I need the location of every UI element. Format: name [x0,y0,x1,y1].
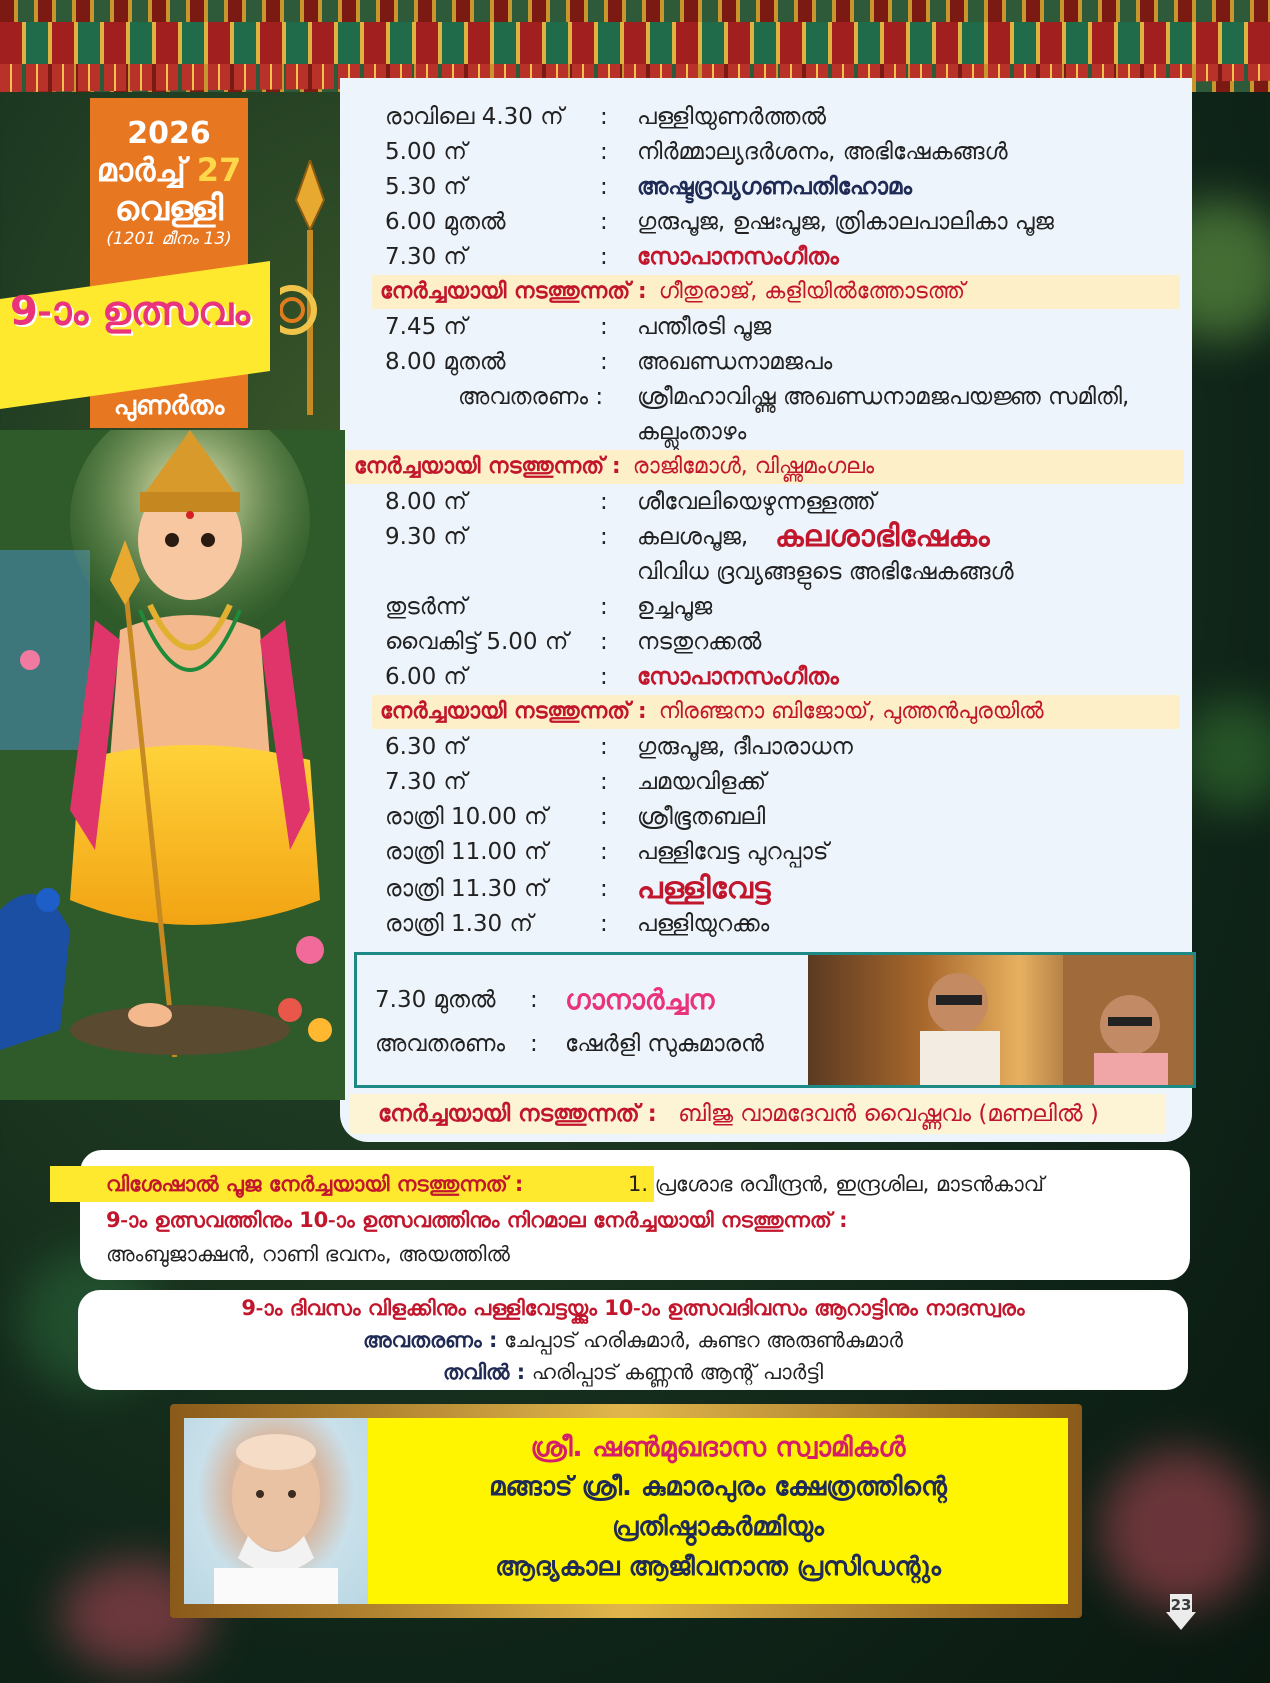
founder-portrait [184,1418,368,1604]
performers-photo [808,955,1193,1085]
special-pooja-label: വിശേഷാൽ പൂജ നേർച്ചയായി നടത്തുന്നത് : [50,1166,654,1202]
schedule-time: 7.30 ന് [385,769,467,795]
performance-box [354,952,1196,1088]
kalasha-detail: വിവിധ ദ്രവ്യങ്ങളുടെ അഭിഷേകങ്ങൾ [637,559,1014,585]
schedule-time: രാവിലെ 4.30 ന് [385,104,564,130]
schedule-time: 7.45 ന് [385,314,467,340]
schedule-event: ഗുരുപൂജ, ദീപാരാധന [637,734,853,760]
schedule-time: രാത്രി 10.00 ന് [385,804,548,830]
schedule-colon: : [600,244,608,270]
performance-sponsor: നേർച്ചയായി നടത്തുന്നത് : ബിജു വാമദേവൻ വൈഷ്ണവം (മണലിൽ ) [350,1094,1166,1134]
performance-time-row: 7.30 മുതൽ : ഗാനാർച്ചന [375,983,715,1016]
schedule-colon: : [600,104,608,130]
founder-box [170,1404,1082,1618]
nadaswaram-title: 9-ാം ദിവസം വിളക്കിനും പള്ളിവേട്ടയ്ക്കും 10-ാം ഉത്സവദിവസം ആറാട്ടിനും നാദസ്വരം [241,1296,1025,1320]
schedule-colon: : [600,804,608,830]
schedule-colon: : [600,876,608,902]
schedule-time: 7.30 ന് [385,244,467,270]
schedule-time: തുടർന്ന് [385,594,467,620]
schedule-event-highlight: കലശാഭിഷേകം [775,519,990,554]
schedule-colon: : [600,349,608,375]
schedule-event: കലശപൂജ, [637,524,749,550]
schedule-colon: : [600,314,608,340]
schedule-colon: : [600,911,608,937]
founder-line2: മങ്ങാട് ശ്രീ. കുമാരപുരം ക്ഷേത്രത്തിന്റെ [489,1472,947,1502]
niramala-sponsor: അംബുജാക്ഷൻ, റാണി ഭവനം, അയത്തിൽ [106,1242,510,1266]
schedule-time: 5.00 ന് [385,139,467,165]
founder-name: ശ്രീ. ഷൺമുഖദാസ സ്വാമികൾ [530,1432,906,1463]
schedule-colon: : [600,594,608,620]
schedule-time: 5.30 ന് [385,174,467,200]
schedule-time: 6.30 ന് [385,734,467,760]
festival-day-banner: 9-ാം ഉത്സവം [0,261,270,409]
schedule-event: ഉച്ചപൂജ [637,594,713,620]
schedule-event: ശീവേലിയെഴുന്നള്ളത്ത് [637,489,876,515]
schedule-time: 9.30 ന് [385,524,467,550]
schedule-colon: : [600,664,608,690]
schedule-colon: : [600,769,608,795]
schedule-event: പള്ളിയുറക്കം [637,911,770,937]
schedule-event: അഷ്ടദ്രവ്യഗണപതിഹോമം [637,174,913,200]
schedule-time: 6.00 ന് [385,664,467,690]
sponsor-strip: നേർച്ചയായി നടത്തുന്നത് : രാജിമോൾ, വിഷ്ണുമംഗലം [346,450,1184,484]
nadaswaram-presenters: അവതരണം : ചേപ്പാട് ഹരികുമാർ, കുണ്ടറ അരുൺകുമാർ [362,1328,903,1352]
schedule-colon: : [600,489,608,515]
thavil-line: തവിൽ : ഹരിപ്പാട് കണ്ണൻ ആന്റ് പാർട്ടി [442,1360,824,1384]
schedule-time: 6.00 മുതൽ [385,209,506,235]
sponsor-strip: നേർച്ചയായി നടത്തുന്നത് : നിരഞ്ജനാ ബിജോയ്, പുത്തൻപുരയിൽ [372,695,1180,729]
schedule-colon: : [600,629,608,655]
schedule-colon: : [600,839,608,865]
schedule-event: പള്ളിവേട്ട [637,871,771,906]
year: 2026 [127,116,211,151]
sponsor-strip: നേർച്ചയായി നടത്തുന്നത് : ഗീതുരാജ്, കളിയിൽത്തോടത്ത് [372,275,1180,309]
schedule-event: അഖണ്ഡനാമജപം [637,349,833,375]
niramala-title: 9-ാം ഉത്സവത്തിനും 10-ാം ഉത്സവത്തിനും നിറമാല നേർച്ചയായി നടത്തുന്നത് : [106,1208,848,1232]
schedule-event: നടതുറക്കൽ [637,629,762,655]
schedule-colon: : [600,139,608,165]
founder-line3: പ്രതിഷ്ഠാകർമ്മിയും [612,1512,824,1542]
schedule-event: ചമയവിളക്ക് [637,769,766,795]
schedule-event: പള്ളിയുണർത്തൽ [637,104,827,130]
schedule-colon: : [600,174,608,200]
vel-spear-icon [280,160,340,420]
akhanda-presenter-label: അവതരണം : [458,384,604,410]
schedule-time: രാത്രി 11.00 ന് [385,839,548,865]
performance-presenter-row: അവതരണം : ഷേർളി സുകുമാരൻ [375,1031,764,1057]
schedule-time: രാത്രി 11.30 ന് [385,876,548,902]
akhanda-presenter-line1: ശ്രീമഹാവിഷ്ണു അഖണ്ഡനാമജപയജ്ഞ സമിതി, [637,384,1130,410]
schedule-time: 8.00 മുതൽ [385,349,506,375]
schedule-event: പന്തീരടി പൂജ [637,314,772,340]
schedule-time: വൈകിട്ട് 5.00 ന് [385,629,569,655]
month-day: മാർച്ച് 27 [96,151,242,189]
special-pooja-sponsor: 1. പ്രശോഭ രവീന്ദ്രൻ, ഇന്ദ്രശില, മാടൻകാവ് [628,1172,1044,1196]
performance-title: ഗാനാർച്ചന [565,983,715,1016]
star-label: പുണർതം [113,391,225,421]
schedule-event: ശ്രീഭൂതബലി [637,804,766,830]
malayalam-date: (1201 മീനം 13) [106,229,232,249]
weekday: വെള്ളി [114,189,224,229]
schedule-time: 8.00 ന് [385,489,467,515]
schedule-time: രാത്രി 1.30 ന് [385,911,533,937]
page-number: 23 [1170,1596,1192,1614]
murugan-illustration [0,430,345,1100]
schedule-event: പള്ളിവേട്ട പുറപ്പാട് [637,839,829,865]
schedule-event: നിർമ്മാല്യദർശനം, അഭിഷേകങ്ങൾ [637,139,1008,165]
schedule-colon: : [600,734,608,760]
schedule-event: ഗുരുപൂജ, ഉഷഃപൂജ, ത്രികാലപാലികാ പൂജ [637,209,1054,235]
schedule-colon: : [600,524,608,550]
schedule-colon: : [600,209,608,235]
schedule-event: സോപാനസംഗീതം [637,244,839,270]
schedule-event: സോപാനസംഗീതം [637,664,839,690]
akhanda-presenter-line2: കല്ലുംതാഴം [637,419,747,445]
founder-line4: ആദ്യകാല ആജീവനാന്ത പ്രസിഡന്റും [495,1552,941,1582]
